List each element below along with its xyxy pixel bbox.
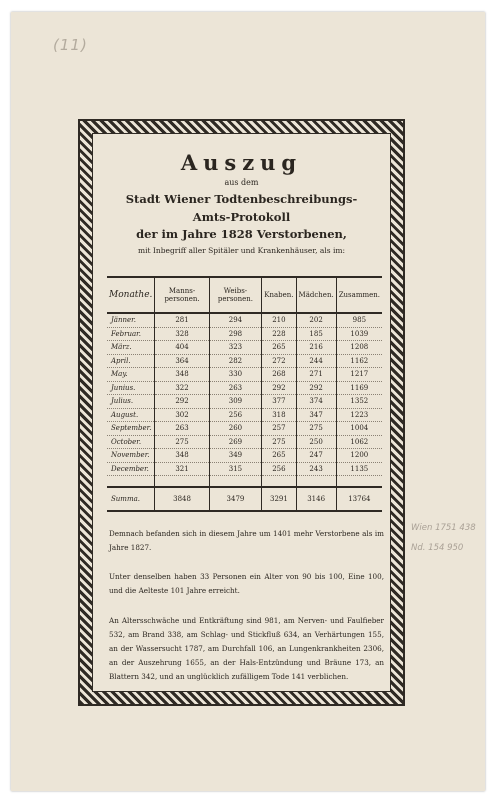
- cell-value: 216: [296, 341, 336, 355]
- pencil-side-line1: Wien 1751 438: [411, 523, 476, 533]
- cell-value: 292: [262, 381, 296, 395]
- cell-value: 348: [155, 449, 209, 463]
- cell-value: 1223: [336, 408, 382, 422]
- cell-month: März.: [107, 341, 155, 355]
- table-row: [107, 449, 382, 463]
- cell-value: 1004: [336, 422, 382, 436]
- cell-value: 985: [336, 313, 382, 327]
- cell-value: 292: [296, 381, 336, 395]
- cell-value: 321: [155, 462, 209, 476]
- cell-value: 294: [209, 313, 262, 327]
- cell-month: Jänner.: [107, 313, 155, 327]
- cell-month: August.: [107, 408, 155, 422]
- cell-month: Junius.: [107, 381, 155, 395]
- cell-value: 1062: [336, 435, 382, 449]
- cell-month: Julius.: [107, 395, 155, 409]
- cell-value: 1135: [336, 462, 382, 476]
- cell-value: 272: [262, 354, 296, 368]
- subtitle-line-1: aus dem: [224, 178, 259, 187]
- cell-value: 282: [209, 354, 262, 368]
- cell-value: 263: [155, 422, 209, 436]
- cell-total-value: 3146: [296, 487, 336, 511]
- cell-total-label: Summa.: [107, 487, 155, 511]
- cell-value: 185: [296, 327, 336, 341]
- col-header-women: Weibs-personen.: [209, 277, 262, 313]
- cell-month: May.: [107, 368, 155, 382]
- cell-total-value: 3848: [155, 487, 209, 511]
- table-header-row: [107, 277, 382, 313]
- cell-month: Februar.: [107, 327, 155, 341]
- table-row: [107, 408, 382, 422]
- cell-value: 330: [209, 368, 262, 382]
- cell-value: 281: [155, 313, 209, 327]
- table-row: [107, 435, 382, 449]
- cell-value: 1217: [336, 368, 382, 382]
- cell-total-value: 3479: [209, 487, 262, 511]
- col-header-total: Zusammen.: [336, 277, 382, 313]
- cell-value: 318: [262, 408, 296, 422]
- cell-month: November.: [107, 449, 155, 463]
- table-row: [107, 368, 382, 382]
- cell-value: 315: [209, 462, 262, 476]
- cell-month: December.: [107, 462, 155, 476]
- subtitle-line-2: Stadt Wiener Todtenbeschreibungs-: [125, 192, 358, 206]
- table-total-row: [107, 487, 382, 511]
- table-row: [107, 354, 382, 368]
- document-body: [92, 133, 391, 692]
- cell-value: 243: [296, 462, 336, 476]
- pencil-annotation-top: (11): [53, 36, 88, 54]
- cell-value: 257: [262, 422, 296, 436]
- cell-month: September.: [107, 422, 155, 436]
- cell-value: 256: [262, 462, 296, 476]
- cell-value: 250: [296, 435, 336, 449]
- cell-value: 322: [155, 381, 209, 395]
- subtitle-line-4: der im Jahre 1828 Verstorbenen,: [136, 227, 347, 241]
- cell-total-value: 13764: [336, 487, 382, 511]
- cell-value: 268: [262, 368, 296, 382]
- cell-value: 302: [155, 408, 209, 422]
- cell-value: 256: [209, 408, 262, 422]
- document-title: Auszug: [180, 150, 303, 175]
- cell-value: 228: [262, 327, 296, 341]
- cell-value: 260: [209, 422, 262, 436]
- cell-value: 1352: [336, 395, 382, 409]
- table-row: [107, 462, 382, 476]
- cell-value: 349: [209, 449, 262, 463]
- cell-value: 244: [296, 354, 336, 368]
- table-row: [107, 395, 382, 409]
- cell-value: 298: [209, 327, 262, 341]
- table-row: [107, 422, 382, 436]
- cell-value: 348: [155, 368, 209, 382]
- cell-value: 1200: [336, 449, 382, 463]
- cell-month: October.: [107, 435, 155, 449]
- col-header-girls: Mädchen.: [296, 277, 336, 313]
- cell-value: 265: [262, 341, 296, 355]
- paragraph-ages: Unter denselben haben 33 Personen ein Alter von 90 bis 100, Eine 100, und die Aelteste 101 Jahre erreicht.: [109, 572, 384, 595]
- cell-value: 275: [262, 435, 296, 449]
- cell-value: 1162: [336, 354, 382, 368]
- cell-value: 275: [296, 422, 336, 436]
- cell-total-value: 3291: [262, 487, 296, 511]
- cell-value: 328: [155, 327, 209, 341]
- cell-value: 292: [155, 395, 209, 409]
- decorative-border-frame: [78, 119, 405, 706]
- cell-value: 275: [155, 435, 209, 449]
- cell-value: 210: [262, 313, 296, 327]
- cell-value: 377: [262, 395, 296, 409]
- cell-value: 271: [296, 368, 336, 382]
- cell-value: 1208: [336, 341, 382, 355]
- mortality-table: [107, 276, 382, 512]
- table-row: [107, 313, 382, 327]
- cell-value: 1169: [336, 381, 382, 395]
- paragraph-comparison: Demnach befanden sich in diesem Jahre um 1401 mehr Verstorbene als im Jahre 1827.: [109, 529, 384, 552]
- paragraph-causes: An Altersschwäche und Entkräftung sind 981, am Nerven- und Faulfieber 532, am Brand 338, am Schlag- und Stickfluß 634, an Verhärtungen 155, an der Wassersucht 1787, am Durchfall 106, an Lungenkrankheiten 2306, an der Auszehrung 1655, an der Hals-Entzündung und Bräune 173, an Blattern 342, und an unglücklich zufälligem Tode 141 verblichen.: [109, 616, 384, 681]
- cell-value: 323: [209, 341, 262, 355]
- cell-value: 265: [262, 449, 296, 463]
- pencil-side-line2: Nd. 154 950: [411, 543, 464, 553]
- col-header-boys: Knaben.: [262, 277, 296, 313]
- table-spacer-row: [107, 476, 382, 488]
- col-header-men: Manns-personen.: [155, 277, 209, 313]
- cell-value: 364: [155, 354, 209, 368]
- cell-value: 309: [209, 395, 262, 409]
- cell-value: 263: [209, 381, 262, 395]
- table-row: [107, 327, 382, 341]
- subtitle-line-5: mit Inbegriff aller Spitäler und Krankenhäuser, als im:: [138, 246, 345, 255]
- col-header-month: Monathe.: [107, 277, 155, 313]
- subtitle-line-3: Amts-Protokoll: [192, 210, 291, 224]
- cell-value: 269: [209, 435, 262, 449]
- cell-value: 1039: [336, 327, 382, 341]
- cell-value: 404: [155, 341, 209, 355]
- table-row: [107, 341, 382, 355]
- table-row: [107, 381, 382, 395]
- cell-month: April.: [107, 354, 155, 368]
- cell-value: 247: [296, 449, 336, 463]
- cell-value: 374: [296, 395, 336, 409]
- cell-value: 202: [296, 313, 336, 327]
- paper-sheet: [11, 12, 485, 791]
- pencil-annotation-side: [411, 518, 495, 558]
- cell-value: 347: [296, 408, 336, 422]
